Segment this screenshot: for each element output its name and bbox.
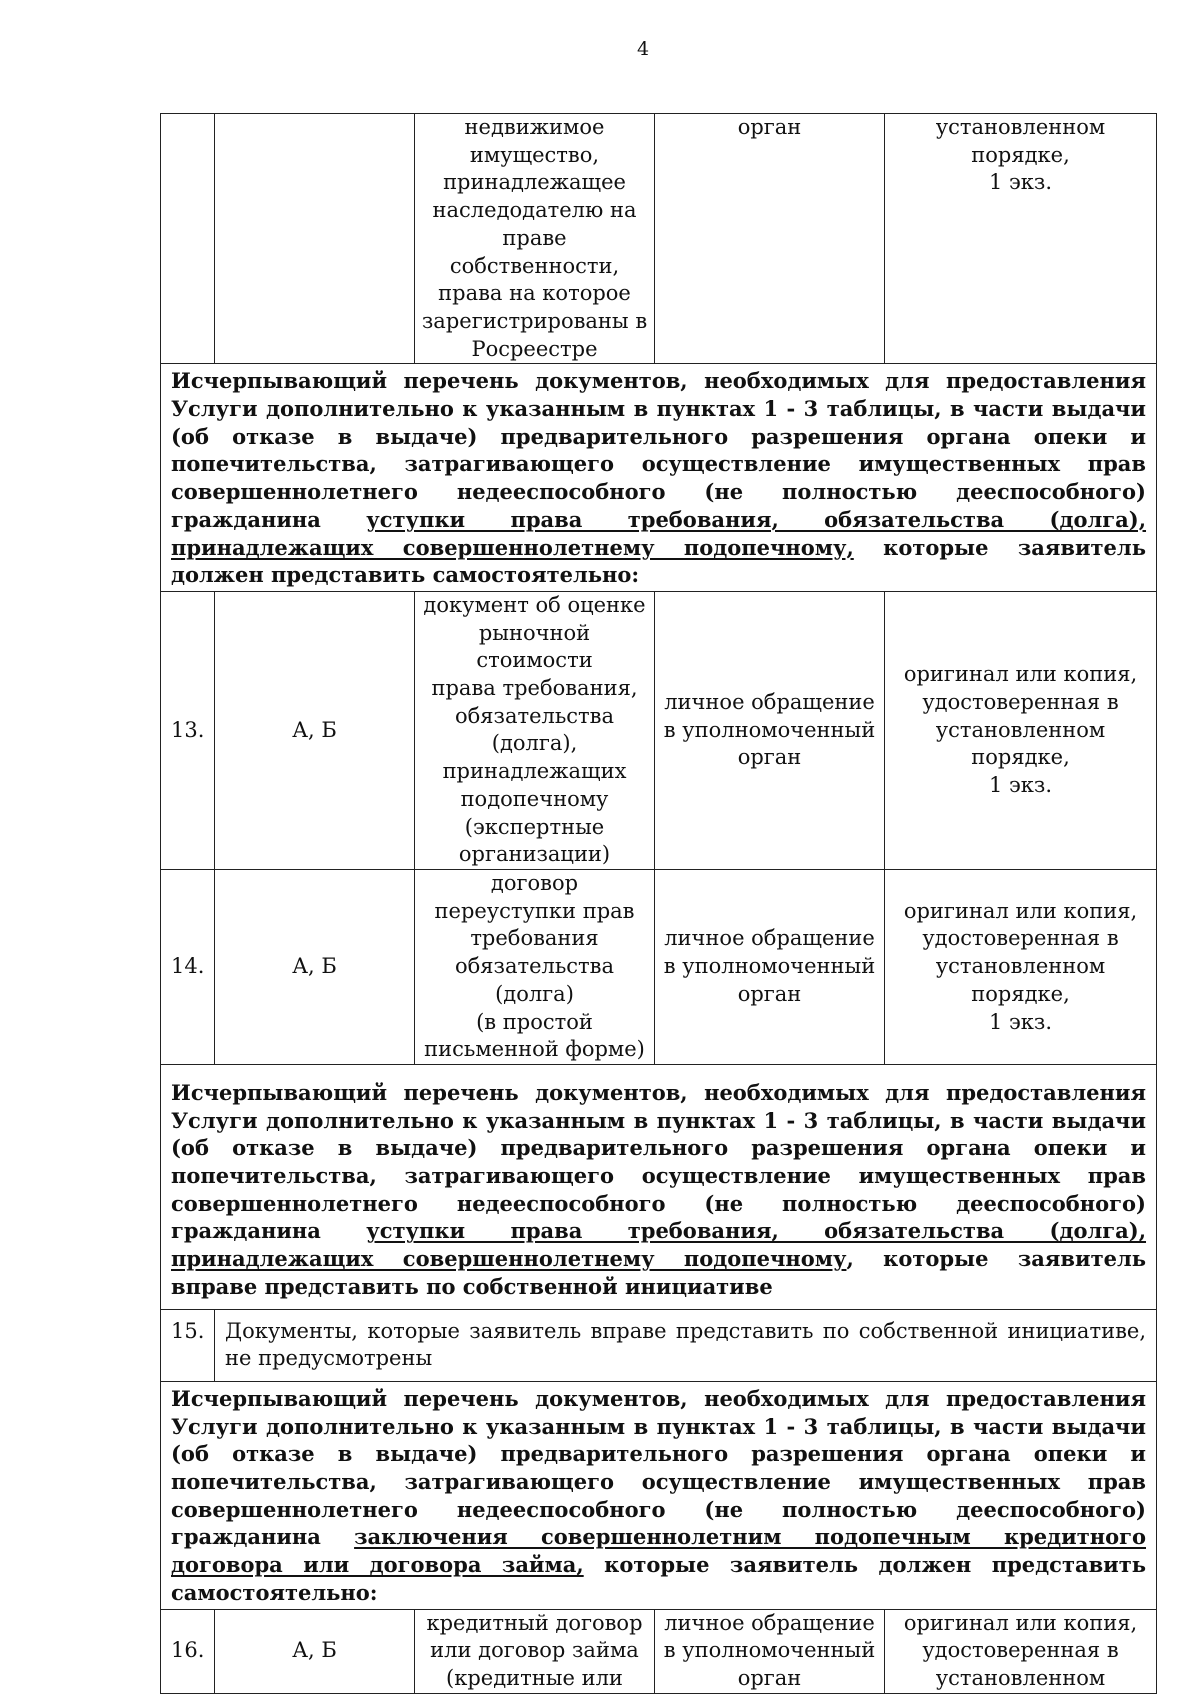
document-cell: недвижимое имущество, принадлежащее наследодателю на праве собственности, права на которое зарегистрированы в Росреестре	[415, 114, 655, 364]
row-number-cell: 16.	[161, 1609, 215, 1693]
form-cell: оригинал или копия, удостоверенная в установленном порядке, 1 экз.	[885, 591, 1157, 869]
table-row	[161, 869, 1157, 1064]
method-cell: личное обращение в уполномоченный орган	[655, 869, 885, 1064]
category-cell	[215, 114, 415, 364]
document-cell: документ об оценке рыночной стоимости права требования, обязательства (долга), принадлежащих подопечному (экспертные организации)	[415, 591, 655, 869]
documents-table	[160, 113, 1157, 1694]
page-number: 4	[636, 38, 650, 60]
section-underlined-text: уступки права требования, обязательства (долга), принадлежащих совершеннолетнему подопечному	[171, 1218, 1147, 1272]
table-row	[161, 1309, 1157, 1381]
category-cell: А, Б	[215, 591, 415, 869]
section-underlined-text: заключения совершеннолетним подопечным кредитного договора или договора займа,	[171, 1524, 1146, 1578]
row-number-cell: 14.	[161, 869, 215, 1064]
section-heading-text: Исчерпывающий перечень документов, необходимых для предоставления Услуги дополнительно к указанным в пунктах 1 - 3 таблицы, в части выдачи (об отказе в выдаче) предварительного разрешения органа опеки и попечительства, затрагивающего осуществление имущественных прав совершеннолетнего недееспособного (не полностью дееспособного) гражданина заключения совершеннолетним подопечным кредитного договора или договора займа, которые заявитель должен представить самостоятельно:	[161, 1381, 1157, 1609]
category-cell: А, Б	[215, 1609, 415, 1693]
section-heading-text: Исчерпывающий перечень документов, необходимых для предоставления Услуги дополнительно к указанным в пунктах 1 - 3 таблицы, в части выдачи (об отказе в выдаче) предварительного разрешения органа опеки и попечительства, затрагивающего осуществление имущественных прав совершеннолетнего недееспособного (не полностью дееспособного) гражданина уступки права требования, обязательства (долга), принадлежащих совершеннолетнему подопечному, которые заявитель должен представить самостоятельно:	[161, 364, 1157, 592]
section-heading	[161, 364, 1157, 592]
section-heading	[161, 1381, 1157, 1609]
table-row	[161, 114, 1157, 364]
form-cell: оригинал или копия, удостоверенная в установленном порядке, 1 экз.	[885, 869, 1157, 1064]
section-underlined-text: уступки права требования, обязательства (долга), принадлежащих совершеннолетнему подопечному,	[171, 506, 1147, 560]
category-cell: А, Б	[215, 869, 415, 1064]
section-heading-text: Исчерпывающий перечень документов, необходимых для предоставления Услуги дополнительно к указанным в пунктах 1 - 3 таблицы, в части выдачи (об отказе в выдаче) предварительного разрешения органа опеки и попечительства, затрагивающего осуществление имущественных прав совершеннолетнего недееспособного (не полностью дееспособного) гражданина уступки права требования, обязательства (долга), принадлежащих совершеннолетнему подопечному, которые заявитель вправе представить по собственной инициативе	[161, 1064, 1157, 1309]
form-cell: установленном порядке, 1 экз.	[885, 114, 1157, 364]
row-number-cell	[161, 114, 215, 364]
method-cell: личное обращение в уполномоченный орган	[655, 1609, 885, 1693]
method-cell: личное обращение в уполномоченный орган	[655, 591, 885, 869]
document-cell: договор переуступки прав требования обязательства (долга) (в простой письменной форме)	[415, 869, 655, 1064]
table-row	[161, 591, 1157, 869]
table-row	[161, 1609, 1157, 1693]
section-heading	[161, 1064, 1157, 1309]
note-cell: Документы, которые заявитель вправе представить по собственной инициативе, не предусмотрены	[215, 1309, 1157, 1381]
form-cell: оригинал или копия, удостоверенная в установленном	[885, 1609, 1157, 1693]
row-number-cell: 13.	[161, 591, 215, 869]
row-number-cell: 15.	[161, 1309, 215, 1381]
method-cell: орган	[655, 114, 885, 364]
document-cell: кредитный договор или договор займа (кредитные или	[415, 1609, 655, 1693]
